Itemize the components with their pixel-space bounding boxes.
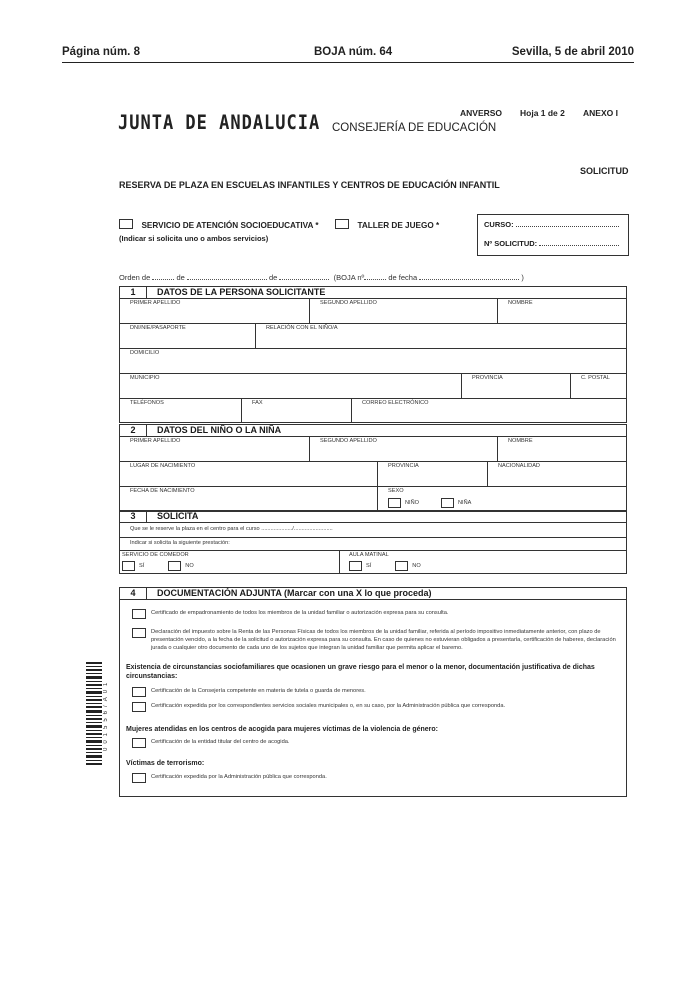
field-segundo-apellido[interactable]: SEGUNDO APELLIDO: [310, 437, 498, 461]
option-nina[interactable]: [441, 498, 471, 508]
checkbox[interactable]: [132, 609, 146, 619]
section-title: DATOS DE LA PERSONA SOLICITANTE: [157, 287, 326, 297]
field-municipio[interactable]: MUNICIPIO: [120, 374, 462, 398]
consejeria-label: CONSEJERÍA DE EDUCACIÓN: [332, 122, 497, 134]
barcode-digits: 001556/A01: [103, 678, 109, 752]
checkbox[interactable]: [349, 561, 362, 571]
field-lugar-nacimiento[interactable]: LUGAR DE NACIMIENTO: [120, 462, 378, 486]
section-title: SOLICITA: [157, 511, 199, 521]
checkbox[interactable]: [132, 687, 146, 697]
field-provincia[interactable]: PROVINCIA: [462, 374, 571, 398]
orden-text: Orden de: [119, 273, 151, 282]
option-label: NO: [412, 563, 421, 569]
doc-text: Certificación de la Consejería competente en materia de tutela o guarda de menores.: [151, 688, 366, 694]
option-comedor-no[interactable]: [168, 561, 193, 571]
service-taller[interactable]: [335, 215, 439, 233]
orden-text: de: [269, 273, 278, 282]
section-number: 1: [120, 287, 147, 298]
service-socioeducativa-label: SERVICIO DE ATENCIÓN SOCIOEDUCATIVA *: [141, 221, 319, 230]
checkbox[interactable]: [395, 561, 408, 571]
doc-text: Certificación de la entidad titular del centro de acogida.: [151, 739, 290, 745]
field-cpostal[interactable]: C. POSTAL: [581, 375, 610, 381]
checkbox[interactable]: [132, 738, 146, 748]
field-correo[interactable]: CORREO ELECTRÓNICO: [362, 400, 429, 406]
orden-text: ): [521, 273, 524, 282]
orden-line: [119, 271, 524, 282]
orden-text: de: [176, 273, 185, 282]
option-label: NO: [185, 563, 194, 569]
checkbox[interactable]: [388, 498, 401, 508]
field-relacion[interactable]: RELACIÓN CON EL NIÑO/A: [266, 325, 338, 331]
checkbox[interactable]: [132, 773, 146, 783]
doc-text: Declaración del impuesto sobre la Renta de las Personas Físicas de todos los miembros de la unidad familiar, referida al período impositivo inmediatamente anterior, con plazo de presentación vencido, a la fecha de la solicitud o autorización expresa para su consulta. En caso de quienes no estuvieran obligados a presentarla, certificación de haberes, declaración jurada o cualquier otro documento de cada uno de los sujetos que integran la unidad familiar que permita aplicar el baremo.: [151, 629, 616, 652]
field-nacionalidad[interactable]: NACIONALIDAD: [498, 463, 540, 469]
sexo-label: SEXO: [388, 488, 404, 494]
doc-text: Certificado de empadronamiento de todos los miembros de la unidad familiar o autorización expresa para su consulta.: [151, 610, 449, 616]
option-label: NIÑA: [457, 500, 472, 506]
section-applicant: [119, 286, 627, 423]
option-label: NIÑO: [405, 500, 419, 506]
field-telefonos[interactable]: TELÉFONOS: [120, 399, 242, 422]
section-number: 3: [120, 511, 147, 522]
section-documentacion: [119, 587, 627, 797]
orden-text: de fecha: [388, 273, 418, 282]
field-nombre[interactable]: NOMBRE: [508, 438, 533, 444]
option-label: SÍ: [139, 563, 145, 569]
section-child: [119, 424, 627, 512]
solicitud-label: SOLICITUD: [580, 166, 629, 176]
section-number: 4: [120, 588, 147, 599]
subheading-violencia-genero: Mujeres atendidas en los centros de acogida para mujeres víctimas de la violencia de género:: [126, 726, 439, 733]
curso-box: [477, 214, 629, 256]
option-matinal-no[interactable]: [395, 561, 420, 571]
field-domicilio[interactable]: DOMICILIO: [130, 350, 160, 356]
curso-label: CURSO:: [484, 220, 514, 229]
form-title: RESERVA DE PLAZA EN ESCUELAS INFANTILES Y CENTROS DE EDUCACIÓN INFANTIL: [119, 180, 500, 190]
field-segundo-apellido[interactable]: SEGUNDO APELLIDO: [310, 299, 498, 323]
junta-logo: JUNTA DE ANDALUCIA: [118, 111, 321, 135]
option-matinal-si[interactable]: [349, 561, 371, 571]
checkbox[interactable]: [132, 702, 146, 712]
field-fax[interactable]: FAX: [242, 399, 352, 422]
matinal-label: AULA MATINAL: [349, 552, 389, 558]
option-comedor-si[interactable]: [122, 561, 144, 571]
curso-field[interactable]: [484, 220, 619, 229]
service-taller-label: TALLER DE JUEGO *: [357, 221, 440, 230]
num-solicitud-field[interactable]: [484, 239, 619, 248]
section-solicita: [119, 510, 627, 574]
field-nombre[interactable]: NOMBRE: [508, 300, 533, 306]
field-comedor: [120, 551, 340, 573]
field-provincia[interactable]: PROVINCIA: [378, 462, 488, 486]
boja-number: BOJA núm. 64: [314, 46, 393, 58]
checkbox[interactable]: [132, 628, 146, 638]
checkbox[interactable]: [168, 561, 181, 571]
hoja-label: Hoja 1 de 2: [520, 108, 565, 118]
barcode: [86, 662, 110, 768]
checkbox[interactable]: [441, 498, 454, 508]
option-label: SÍ: [366, 563, 372, 569]
subheading-terrorismo: Víctimas de terrorismo:: [126, 760, 205, 767]
services-note: (Indicar si solicita uno o ambos servicios): [119, 234, 269, 243]
subheading-sociofamiliares: Existencia de circunstancias sociofamiliares que ocasionen un grave riesgo para el menor o la menor, documentación justificativa de dichas circunstancias:: [126, 664, 595, 680]
service-socioeducativa[interactable]: [119, 215, 319, 233]
anverso-label: ANVERSO: [460, 108, 503, 118]
field-primer-apellido[interactable]: PRIMER APELLIDO: [120, 437, 310, 461]
section-number: 2: [120, 425, 147, 436]
page-number: Página núm. 8: [62, 46, 140, 58]
checkbox[interactable]: [335, 219, 349, 229]
publication-date: Sevilla, 5 de abril 2010: [511, 46, 634, 58]
field-aula-matinal: [340, 551, 626, 573]
indicar-text: Indicar si solicita la siguiente prestación:: [130, 540, 230, 546]
field-sexo: [378, 487, 626, 511]
section-title: DATOS DEL NIÑO O LA NIÑA: [157, 425, 282, 435]
checkbox[interactable]: [122, 561, 135, 571]
num-solicitud-label: Nº SOLICITUD:: [484, 239, 538, 248]
anexo-label: ANEXO I: [583, 108, 618, 118]
doc-text: Certificación expedida por los correspondientes servicios sociales municipales o, en su caso, por la Administración pública que corresponda.: [151, 703, 506, 709]
checkbox[interactable]: [119, 219, 133, 229]
field-primer-apellido[interactable]: PRIMER APELLIDO: [120, 299, 310, 323]
reserve-text[interactable]: Que se le reserve la plaza en el centro para el curso ..................../.........................: [130, 526, 333, 532]
field-fecha-nacimiento[interactable]: FECHA DE NACIMIENTO: [120, 487, 378, 511]
option-nino[interactable]: [388, 498, 419, 508]
header-rule: [62, 62, 634, 63]
section-title: DOCUMENTACIÓN ADJUNTA (Marcar con una X lo que proceda): [157, 588, 432, 598]
doc-text: Certificación expedida por la Administración pública que corresponda.: [151, 774, 327, 780]
field-dni[interactable]: DNI/NIE/PASAPORTE: [120, 324, 256, 348]
comedor-label: SERVICIO DE COMEDOR: [122, 552, 189, 558]
orden-text: (BOJA nº: [333, 273, 365, 282]
